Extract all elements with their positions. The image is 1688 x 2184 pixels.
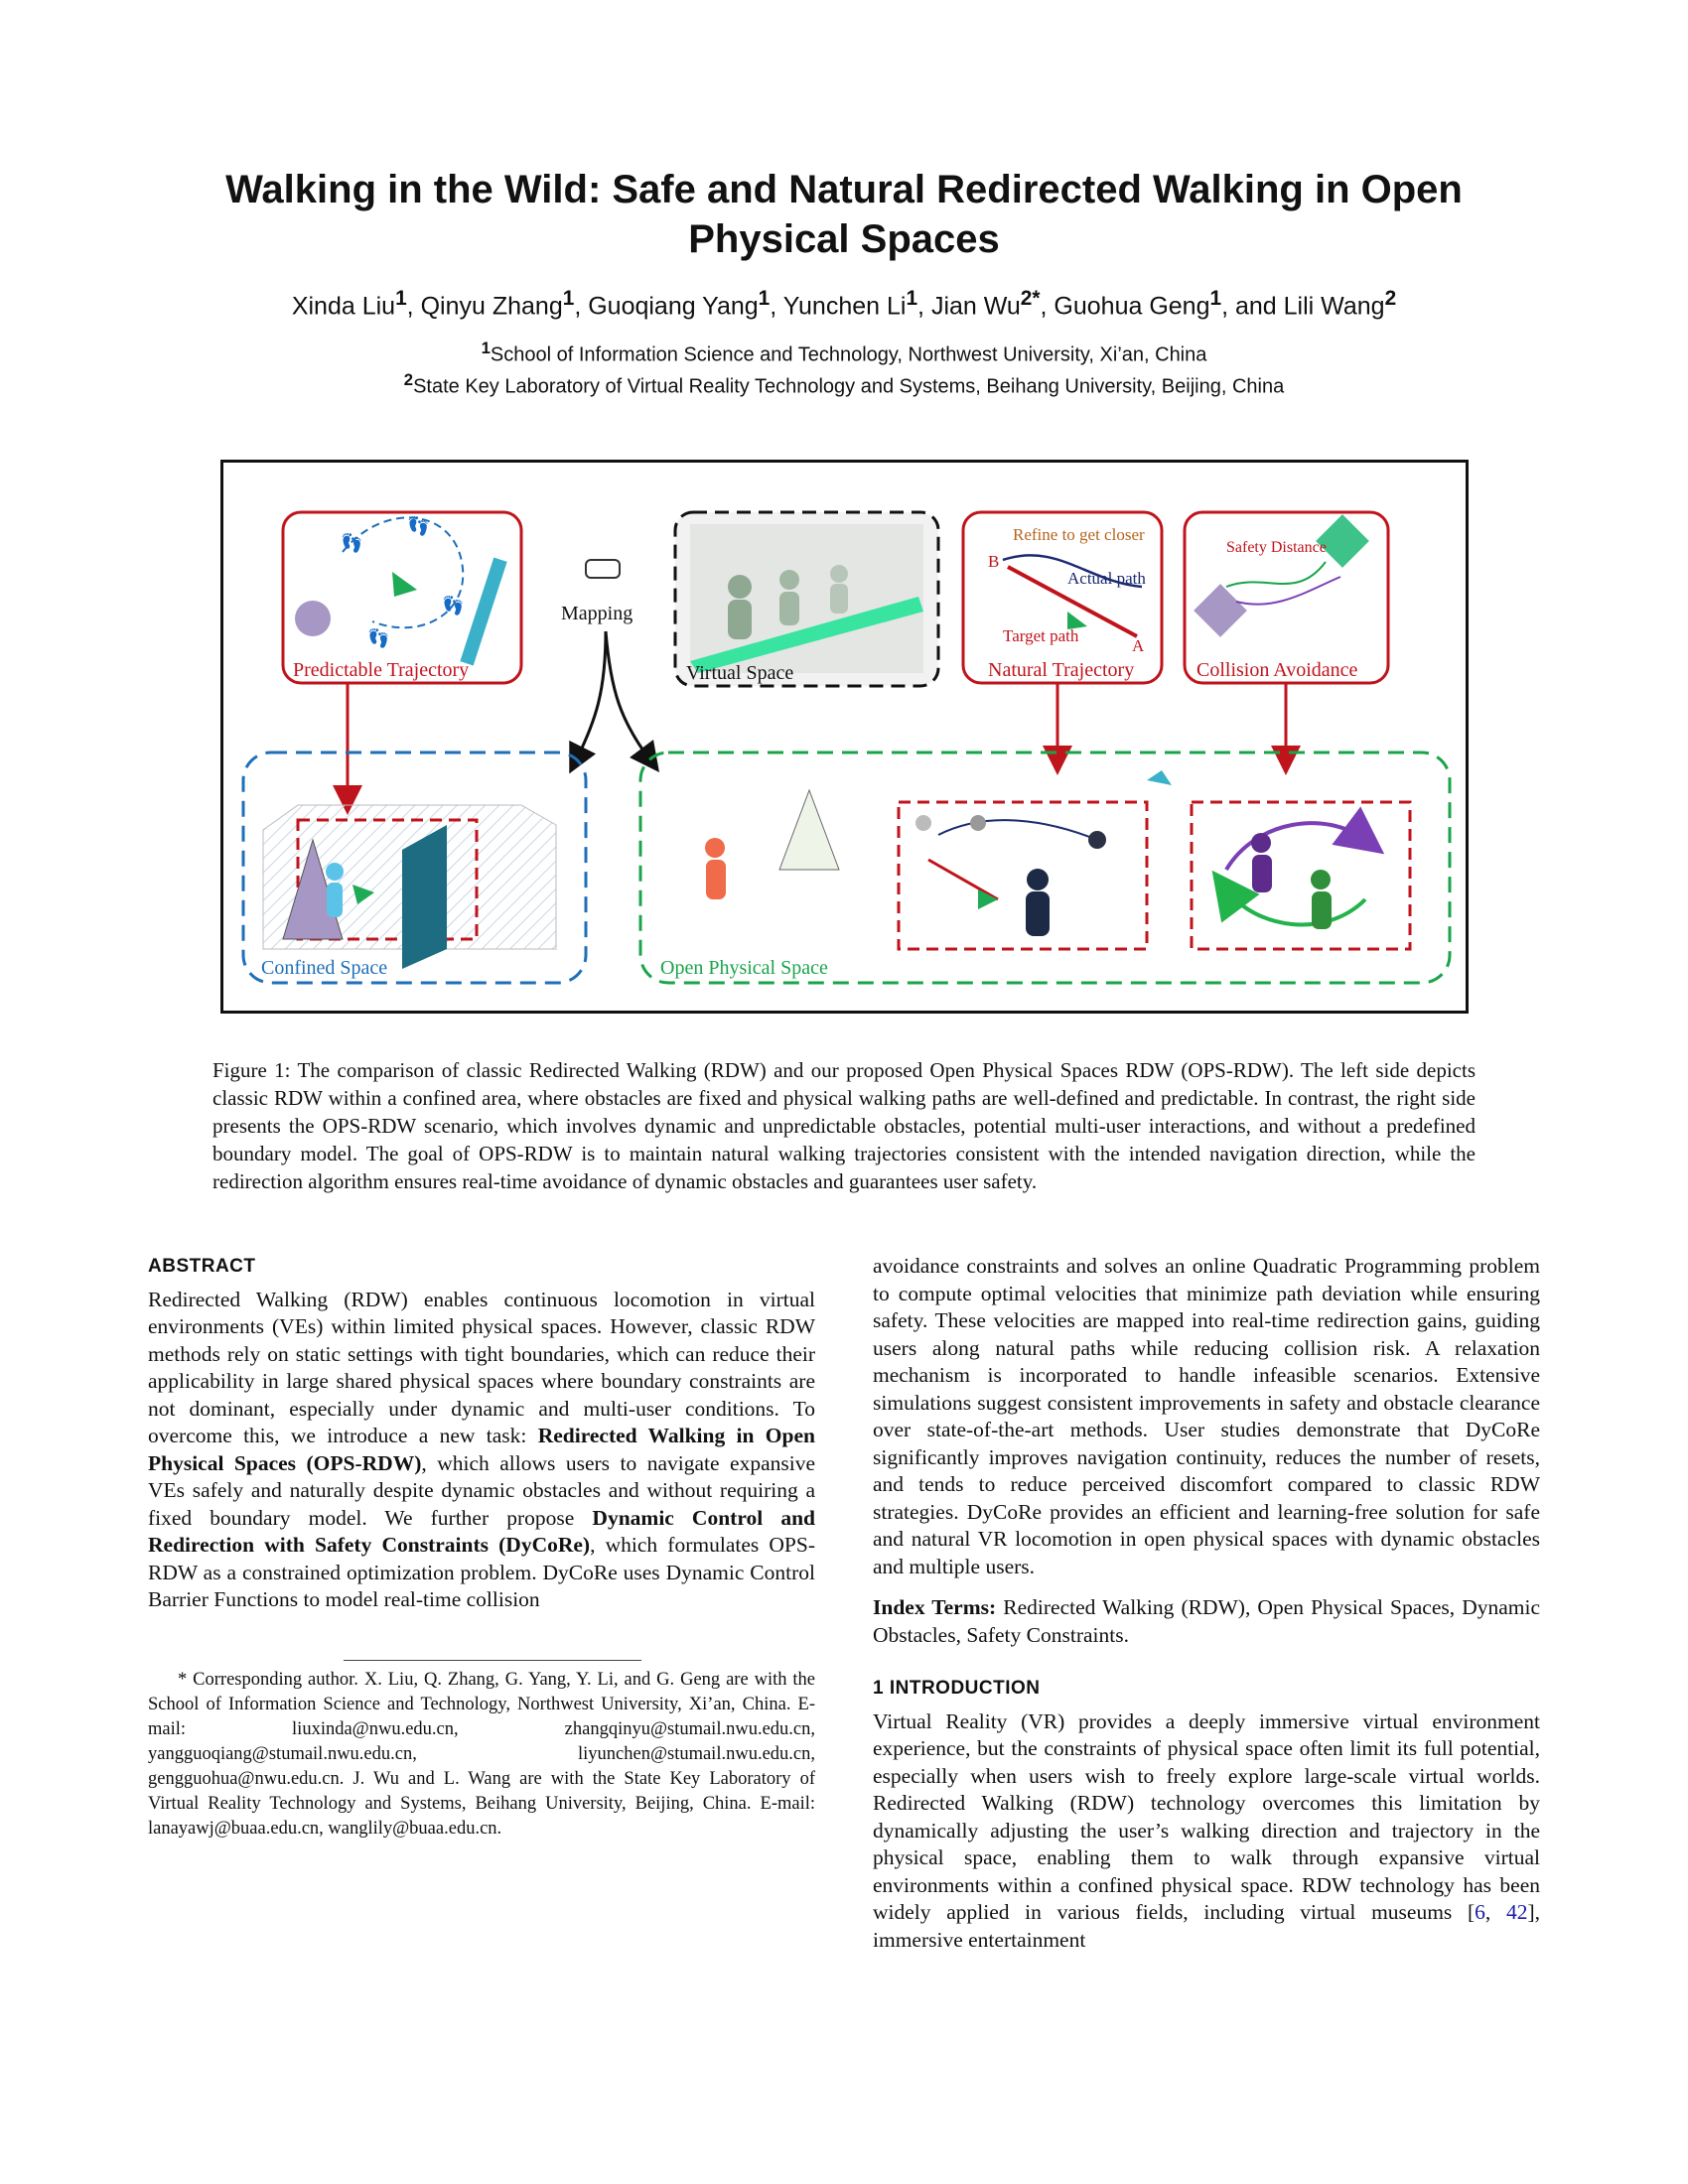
title-line-1: Walking in the Wild: Safe and Natural Redirected Walking in Open [225, 168, 1463, 211]
citation-link[interactable]: 6 [1475, 1900, 1485, 1924]
virtual-space-panel [675, 512, 938, 686]
footnote-rule [344, 1660, 641, 1661]
svg-text:A: A [1132, 636, 1145, 655]
author: Guohua Geng [1054, 292, 1210, 321]
natural-trajectory-panel [963, 512, 1162, 683]
label-mapping: Mapping [561, 603, 633, 624]
author: Guoqiang Yang [588, 292, 759, 321]
abstract-continued: avoidance constraints and solves an online Quadratic Programming problem to compute optimal velocities that minimize path deviation while ensuring safety. These velocities are mapped into real-time redirection gains, guiding users along natural paths while reducing collision risk. A relaxation mechanism is incorporated to handle infeasible scenarios. Extensive simulations suggest consistent improvements in safety and obstacle clearance over state-of-the-art methods. User studies demonstrate that DyCoRe significantly improves navigation continuity, reduces the number of resets, and tends to reduce perceived discomfort compared to classic RDW strategies. DyCoRe provides an efficient and learning-free solution for safe and natural VR locomotion in open physical spaces with dynamic obstacles and multiple users. Index Terms: Redirected Walking (RDW), Open Physical Spaces, Dynamic Obstacles, Safety Constraints. 1 INTRODUCTION Virtual Reality (VR) provides a deeply immersive virtual environment experience, but the constraints of physical space often limit its full potential, especially when users wish to freely explore large-scale virtual worlds. Redirected Walking (RDW) technology overcomes this limitation by dynamically adjusting the user’s walking direction and trajectory in the physical space, enabling them to walk through expansive virtual environments within a confined physical space. RDW technology has been widely applied in various fields, including virtual museums [6, 42], immersive entertainment [873, 1253, 1540, 1954]
figure-1 [220, 460, 1469, 1014]
label-refine: Refine to get closer [1013, 525, 1145, 544]
footprint-icon: 👣 [407, 516, 430, 536]
footprint-icon: 👣 [367, 628, 390, 648]
collision-avoidance-panel [1185, 512, 1388, 683]
open-physical-space-panel [640, 752, 1450, 983]
abstract-body: Redirected Walking (RDW) enables continuous locomotion in virtual environments (VEs) within limited physical spaces. However, classic RDW methods rely on static settings with tight boundaries, which can reduce their applicability in large shared physical spaces where boundary constraints are not dominant, especially under dynamic and multi-user conditions. To overcome this, we introduce a new task: Redirected Walking in Open Physical Spaces (OPS-RDW), which allows users to navigate expansive VEs safely and naturally despite dynamic obstacles and without requiring a fixed boundary model. We further propose Dynamic Control and Redirection with Safety Constraints (DyCoRe), which formulates OPS-RDW as a constrained optimization problem. DyCoRe uses Dynamic Control Barrier Functions to model real-time collision [148, 1287, 815, 1611]
footprint-icon: 👣 [442, 596, 465, 615]
figure-caption: Figure 1: The comparison of classic Redirected Walking (RDW) and our proposed Open Physical Spaces RDW (OPS-RDW). The left side depicts classic RDW within a confined area, where obstacles are fixed and physical walking paths are well-defined and predictable. In contrast, the right side presents the OPS-RDW scenario, which involves dynamic and unpredictable obstacles, potential multi-user interactions, and without a predefined boundary model. The goal of OPS-RDW is to maintain natural walking trajectories consistent with the intended navigation direction, while the redirection algorithm ensures real-time avoidance of dynamic obstacles and guarantees user safety. [212, 1058, 1476, 1193]
paper-title [149, 165, 1539, 264]
author: Qinyu Zhang [420, 292, 563, 321]
abstract-section [148, 1253, 815, 1614]
index-terms: Index Terms: Redirected Walking (RDW), Open Physical Spaces, Dynamic Obstacles, Safety Constraints. [873, 1595, 1540, 1647]
label-safety-distance: Safety Distance [1226, 539, 1327, 556]
footnote: * Corresponding author. X. Liu, Q. Zhang, G. Yang, Y. Li, and G. Geng are with the School of Information Science and Technology, Northwest University, Xi’an, China. E-mail: liuxinda@nwu.edu.cn, zhangqinyu@stumail.nwu.edu.cn, yangguoqiang@stumail.nwu.edu.cn, liyunchen@stumail.nwu.edu.cn, gengguohua@nwu.edu.cn. J. Wu and L. Wang are with the State Key Laboratory of Virtual Reality Technology and Systems, Beihang University, Beijing, China. E-mail: lanayawj@buaa.edu.cn, wanglily@buaa.edu.cn. [148, 1670, 815, 1839]
label-open: Open Physical Space [660, 957, 828, 979]
author: Lili Wang [1283, 292, 1385, 321]
intro-body: Virtual Reality (VR) provides a deeply immersive virtual environment experience, but the constraints of physical space often limit its full potential, especially when users wish to freely explore large-scale virtual worlds. Redirected Walking (RDW) technology overcomes this limitation by dynamically adjusting the user’s walking direction and trajectory in the physical space, enabling them to walk through expansive virtual environments within a confined physical space. RDW technology has been widely applied in various fields, including virtual museums [6, 42], immersive entertainment [873, 1708, 1540, 1952]
author: Jian Wu [930, 292, 1021, 321]
affiliation-1: $^1$School of Information Science and Technology, Northwest University, Xi’an, China [481, 339, 1207, 366]
author: Yunchen Li [782, 292, 907, 321]
label-collision: Collision Avoidance [1196, 659, 1358, 681]
author-list: Xinda Liu$^1$, Qinyu Zhang$^1$, Guoqiang Yang$^1$, Yunchen Li$^1$, Jian $Wu^{2*}$, Guohua Geng$^1$, and Lili Wang$^2$ [291, 287, 1397, 321]
vr-headset-icon [586, 560, 620, 578]
figure-illustration [223, 463, 1466, 1011]
title-line-2: Physical Spaces [688, 217, 1000, 261]
svg-text:B: B [988, 552, 1000, 571]
abstract-heading: ABSTRACT [148, 1256, 256, 1277]
affiliation-2: $^2$State Key Laboratory of Virtual Reality Technology and Systems, Beihang University, Beijing, China [403, 370, 1285, 398]
citation-link[interactable]: 42 [1505, 1900, 1528, 1924]
label-confined: Confined Space [261, 957, 388, 979]
footprint-icon: 👣 [341, 533, 363, 553]
label-target-path: Target path [1003, 626, 1079, 645]
mapping-group [561, 560, 650, 760]
predictable-trajectory-panel [283, 512, 521, 683]
label-predictable: Predictable Trajectory [293, 659, 470, 681]
intro-heading: 1 INTRODUCTION [873, 1678, 1041, 1699]
author: Xinda Liu [291, 292, 396, 321]
label-natural: Natural Trajectory [988, 659, 1135, 681]
label-actual-path: Actual path [1067, 569, 1146, 588]
confined-space-panel [243, 752, 586, 983]
label-virtual-space: Virtual Space [686, 662, 794, 684]
